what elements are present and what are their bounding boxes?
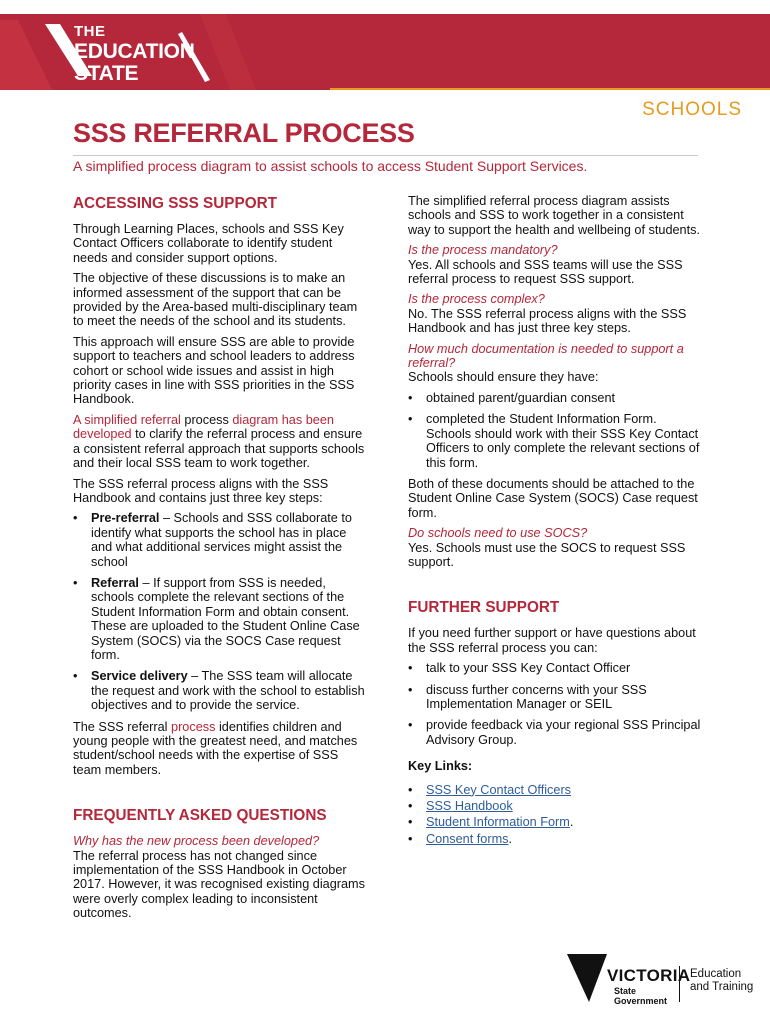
step-pre-referral [73, 511, 369, 569]
further-support-list [408, 661, 703, 747]
department-line-2: and Training [690, 981, 754, 993]
list-item: • obtained parent/guardian consent [408, 391, 703, 405]
title-divider [73, 155, 698, 156]
step-term: Pre-referral [91, 511, 160, 526]
accessing-heading: ACCESSING SSS SUPPORT [73, 195, 277, 212]
list-item: • completed the Student Information Form. Schools should work with their SSS Key Contact Officers to only complete the relevant sections of this form. [408, 412, 703, 470]
p6-part-b: process [171, 719, 216, 734]
further-support-intro: If you need further support or have questions about the SSS referral process you can: [408, 626, 696, 655]
p4-part-d: to clarify the referral process and ensure a consistent referral approach that supports schools and their local SSS team to work together. [73, 427, 365, 471]
state-government-label [614, 986, 667, 1006]
list-item: • talk to your SSS Key Contact Officer [408, 661, 703, 675]
right-column [408, 194, 703, 852]
step-service-delivery [73, 669, 369, 712]
p6-part-c: identifies children and young people with the greatest need, and matches student/school needs with the expertise of SSS team members. [73, 719, 358, 777]
victoria-wordmark: VICTORIA [607, 966, 691, 985]
accessing-paragraph-6 [73, 720, 369, 778]
key-links-list [408, 783, 703, 847]
step-text: – If support from SSS is needed, schools complete the relevant sections of the Student Information Form and obtain consent. These are uploaded to the Student Online Case System (SOCS) via the SOCS Case request form. [91, 575, 360, 662]
key-links-label: Key Links: [408, 759, 473, 774]
department-line-1: Education [690, 968, 742, 980]
step-term: Service delivery [91, 669, 188, 684]
step-term: Referral [91, 575, 139, 590]
intro-paragraph: The simplified referral process diagram assists schools and SSS to work together in a consistent way to support the health and wellbeing of students. [408, 194, 701, 237]
faq-question-3: Is the process complex? [408, 292, 545, 307]
p6-part-a: The SSS referral [73, 719, 172, 734]
faq-question-5: Do schools need to use SOCS? [408, 526, 588, 541]
link-key-contact-officers[interactable]: SSS Key Contact Officers [426, 782, 572, 797]
list-item: • discuss further concerns with your SSS Implementation Manager or SEIL [408, 683, 703, 712]
faq-answer-1: The referral process has not changed since implementation of the SSS Handbook in October 2017. However, it was recognised existing diagrams were overly complex leading to inconsistent outcomes. [73, 848, 365, 921]
faq-question-4: How much documentation is needed to support a referral? [408, 341, 684, 371]
faq-answer-5: Yes. Schools must use the SOCS to request SSS support. [408, 540, 686, 569]
key-link-item [408, 815, 703, 829]
link-consent-forms[interactable]: Consent forms [426, 831, 509, 846]
accessing-paragraph-3: This approach will ensure SSS are able to provide support to teachers and school leaders to address cohort or school wide issues and assist in high priority cases in line with SSS priorities in the SSS Handbook. [73, 334, 355, 407]
logo-line-state: STATE [74, 62, 139, 85]
link-sss-handbook[interactable]: SSS Handbook [426, 799, 513, 813]
p4-part-a: A simplified referral [73, 412, 185, 427]
logo-line-the: THE [74, 23, 106, 40]
accessing-paragraph-2: The objective of these discussions is to make an informed assessment of the support that can be provided by the Area-based multi-disciplinary team to meet the needs of the school and its students. [73, 271, 358, 329]
step-referral [73, 576, 369, 662]
accessing-paragraph-1: Through Learning Places, schools and SSS Key Contact Officers collaborate to identify student needs and consider support options. [73, 222, 344, 265]
key-link-item [408, 832, 703, 846]
steps-list [73, 511, 369, 712]
p4-part-b: process [184, 412, 229, 427]
government-label: Government [614, 996, 668, 1006]
further-support-heading: FURTHER SUPPORT [408, 599, 560, 617]
faq-answer-3: No. The SSS referral process aligns with the SSS Handbook and has just three key steps. [408, 306, 687, 336]
documentation-list [408, 391, 703, 470]
faq-question-2: Is the process mandatory? [408, 243, 558, 258]
list-item: • provide feedback via your regional SSS Principal Advisory Group. [408, 718, 703, 747]
left-column [73, 195, 369, 927]
link-suffix: . [569, 815, 574, 830]
page-title: SSS REFERRAL PROCESS [73, 118, 415, 148]
accessing-paragraph-5: The SSS referral process aligns with the SSS Handbook and contains just three key steps: [73, 476, 329, 505]
department-label [690, 968, 753, 994]
attach-paragraph: Both of these documents should be attached to the Student Online Case System (SOCS) Case request form. [408, 476, 698, 520]
key-link-item [408, 799, 703, 813]
accessing-paragraph-4 [73, 413, 369, 471]
state-label: State [614, 986, 637, 996]
education-state-logo [74, 24, 195, 84]
step-text: – Schools and SSS collaborate to identify what supports the school has in place and what additional services might assist the school [91, 511, 352, 569]
section-label: SCHOOLS [642, 99, 742, 120]
step-text: – The SSS team will allocate the request and work with the school to establish objectives and to provide the service. [91, 669, 365, 713]
faq-answer-4: Schools should ensure they have: [408, 370, 599, 385]
logo-line-education: EDUCATION [74, 40, 195, 63]
link-student-information-form[interactable]: Student Information Form [426, 815, 570, 830]
p4-part-c: diagram has been developed [73, 412, 334, 442]
key-link-item [408, 783, 703, 797]
faq-answer-2: Yes. All schools and SSS teams will use the SSS referral process to request SSS support. [408, 257, 683, 287]
page-subtitle: A simplified process diagram to assist schools to access Student Support Services. [73, 158, 588, 174]
link-suffix: . [508, 831, 513, 846]
faq-question-1: Why has the new process been developed? [73, 834, 320, 849]
faq-heading: FREQUENTLY ASKED QUESTIONS [73, 807, 327, 825]
